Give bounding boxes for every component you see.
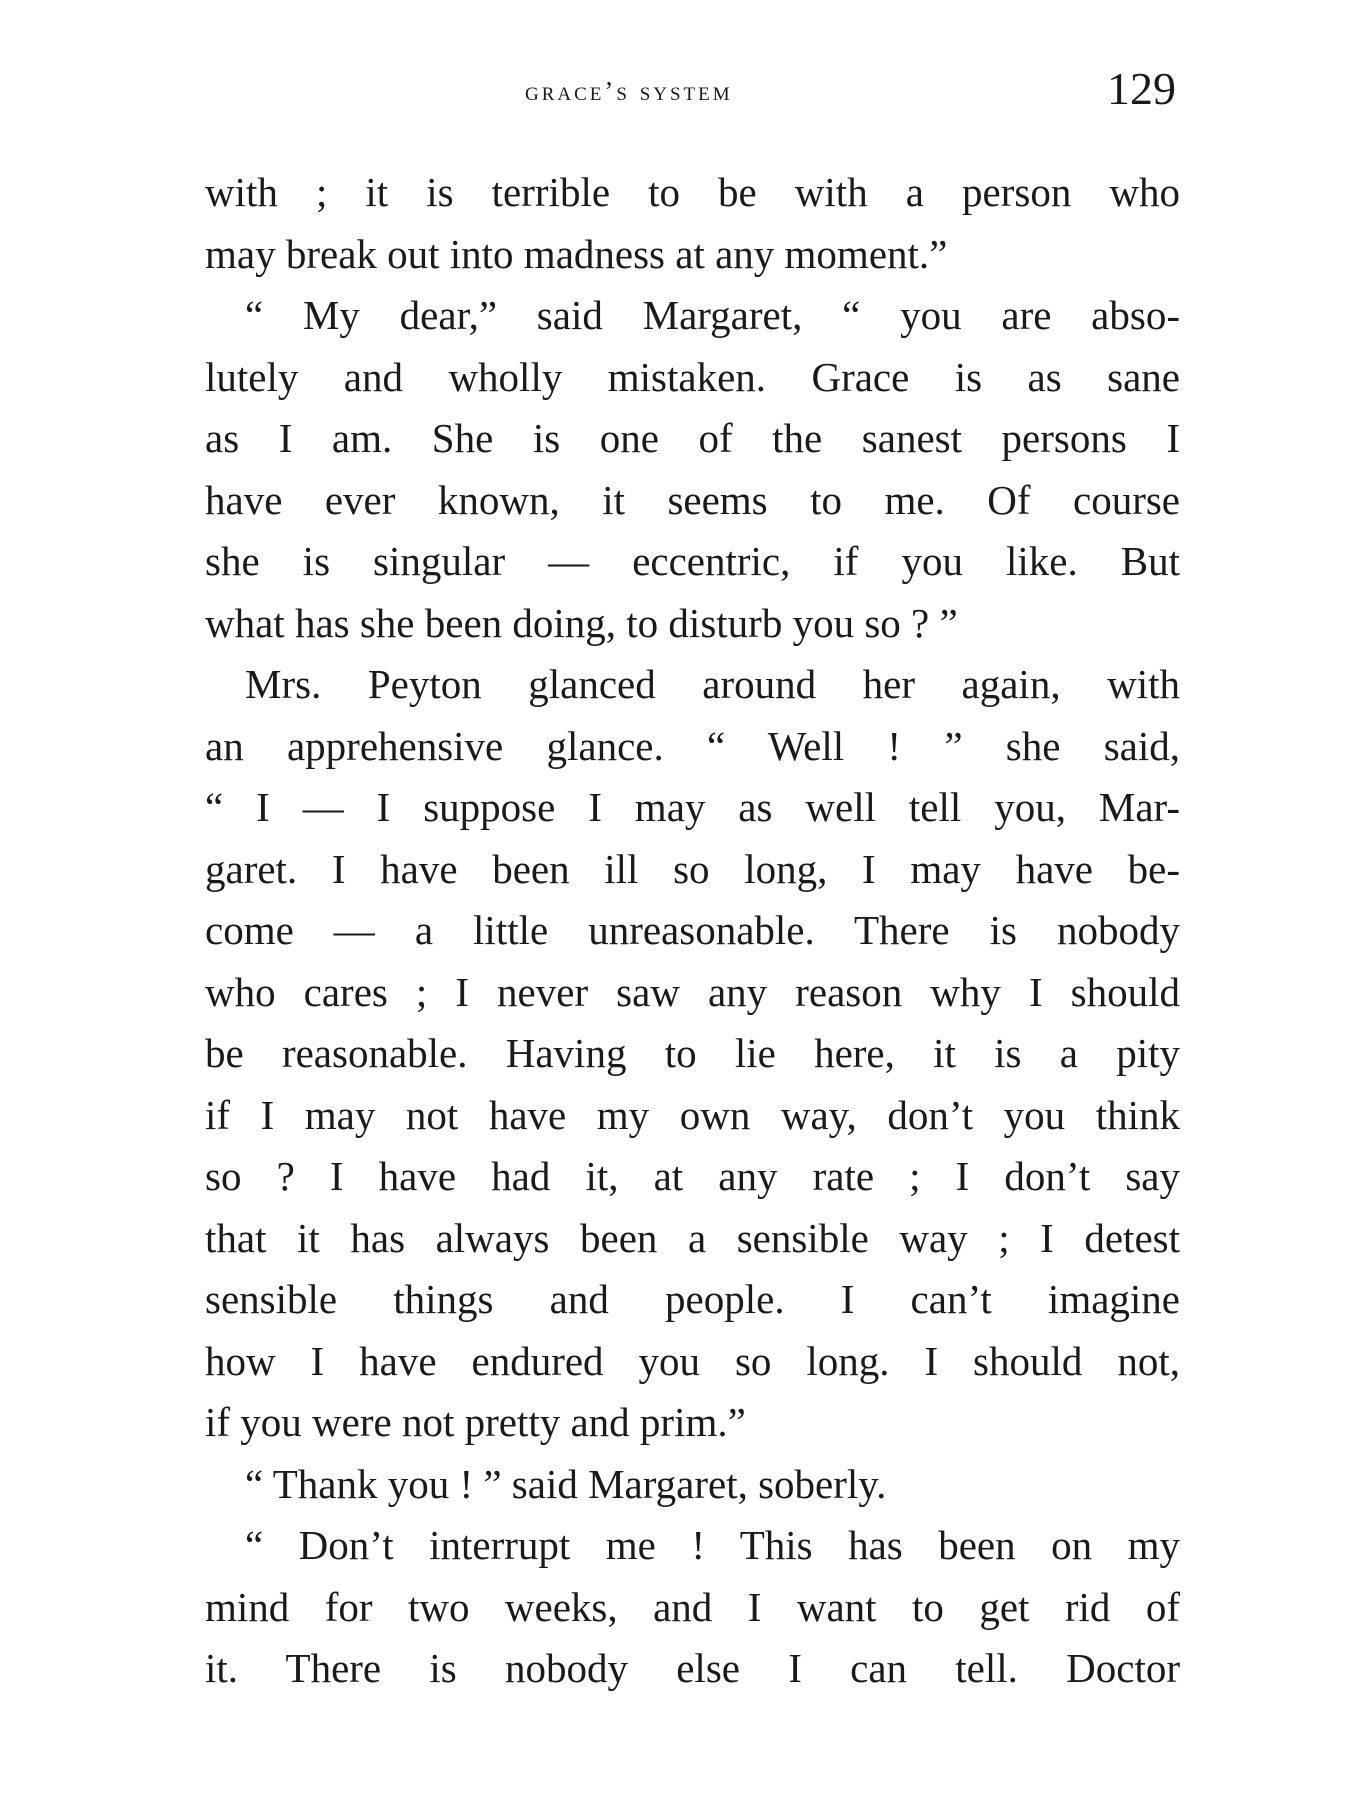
book-page: [205, 0, 1180, 1806]
text-line: “ Don’t interrupt me ! This has been on my: [245, 1522, 1180, 1568]
text-line: come — a little unreasonable. There is nobody: [205, 907, 1180, 953]
text-line: “ I — I suppose I may as well tell you, Mar-: [205, 784, 1180, 830]
text-line: what has she been doing, to disturb you so ? ”: [205, 599, 958, 646]
body-text: [205, 162, 1180, 1700]
text-line: that it has always been a sensible way ; I detest: [205, 1214, 1180, 1261]
text-line: as I am. She is one of the sanest persons I: [205, 415, 1180, 461]
text-line: how I have endured you so long. I should not,: [205, 1337, 1180, 1384]
text-line: be reasonable. Having to lie here, it is a pity: [205, 1030, 1180, 1076]
text-line: it. There is nobody else I can tell. Doctor: [205, 1645, 1180, 1691]
text-line: may break out into madness at any moment.”: [205, 230, 948, 277]
text-line: with ; it is terrible to be with a person who: [205, 169, 1180, 215]
text-line: so ? I have had it, at any rate ; I don’t say: [205, 1153, 1180, 1199]
text-line: who cares ; I never saw any reason why I should: [205, 968, 1180, 1015]
text-line: an apprehensive glance. “ Well ! ” she said,: [205, 722, 1180, 769]
text-line: “ My dear,” said Margaret, “ you are abso-: [245, 292, 1180, 338]
running-head: [205, 62, 1180, 122]
page-number: 129: [1107, 63, 1176, 114]
text-line: if I may not have my own way, don’t you think: [205, 1091, 1180, 1138]
text-line: garet. I have been ill so long, I may have be-: [205, 845, 1180, 892]
text-line: “ Thank you ! ” said Margaret, soberly.: [245, 1460, 887, 1507]
text-line: sensible things and people. I can’t imagine: [205, 1276, 1180, 1322]
text-line: if you were not pretty and prim.”: [205, 1399, 746, 1445]
text-line: lutely and wholly mistaken. Grace is as sane: [205, 353, 1180, 400]
running-title: grace’s system: [525, 76, 733, 106]
text-line: have ever known, it seems to me. Of course: [205, 476, 1180, 523]
text-line: mind for two weeks, and I want to get rid of: [205, 1583, 1180, 1630]
text-line: she is singular — eccentric, if you like. But: [205, 538, 1180, 584]
text-line: Mrs. Peyton glanced around her again, with: [245, 661, 1180, 707]
